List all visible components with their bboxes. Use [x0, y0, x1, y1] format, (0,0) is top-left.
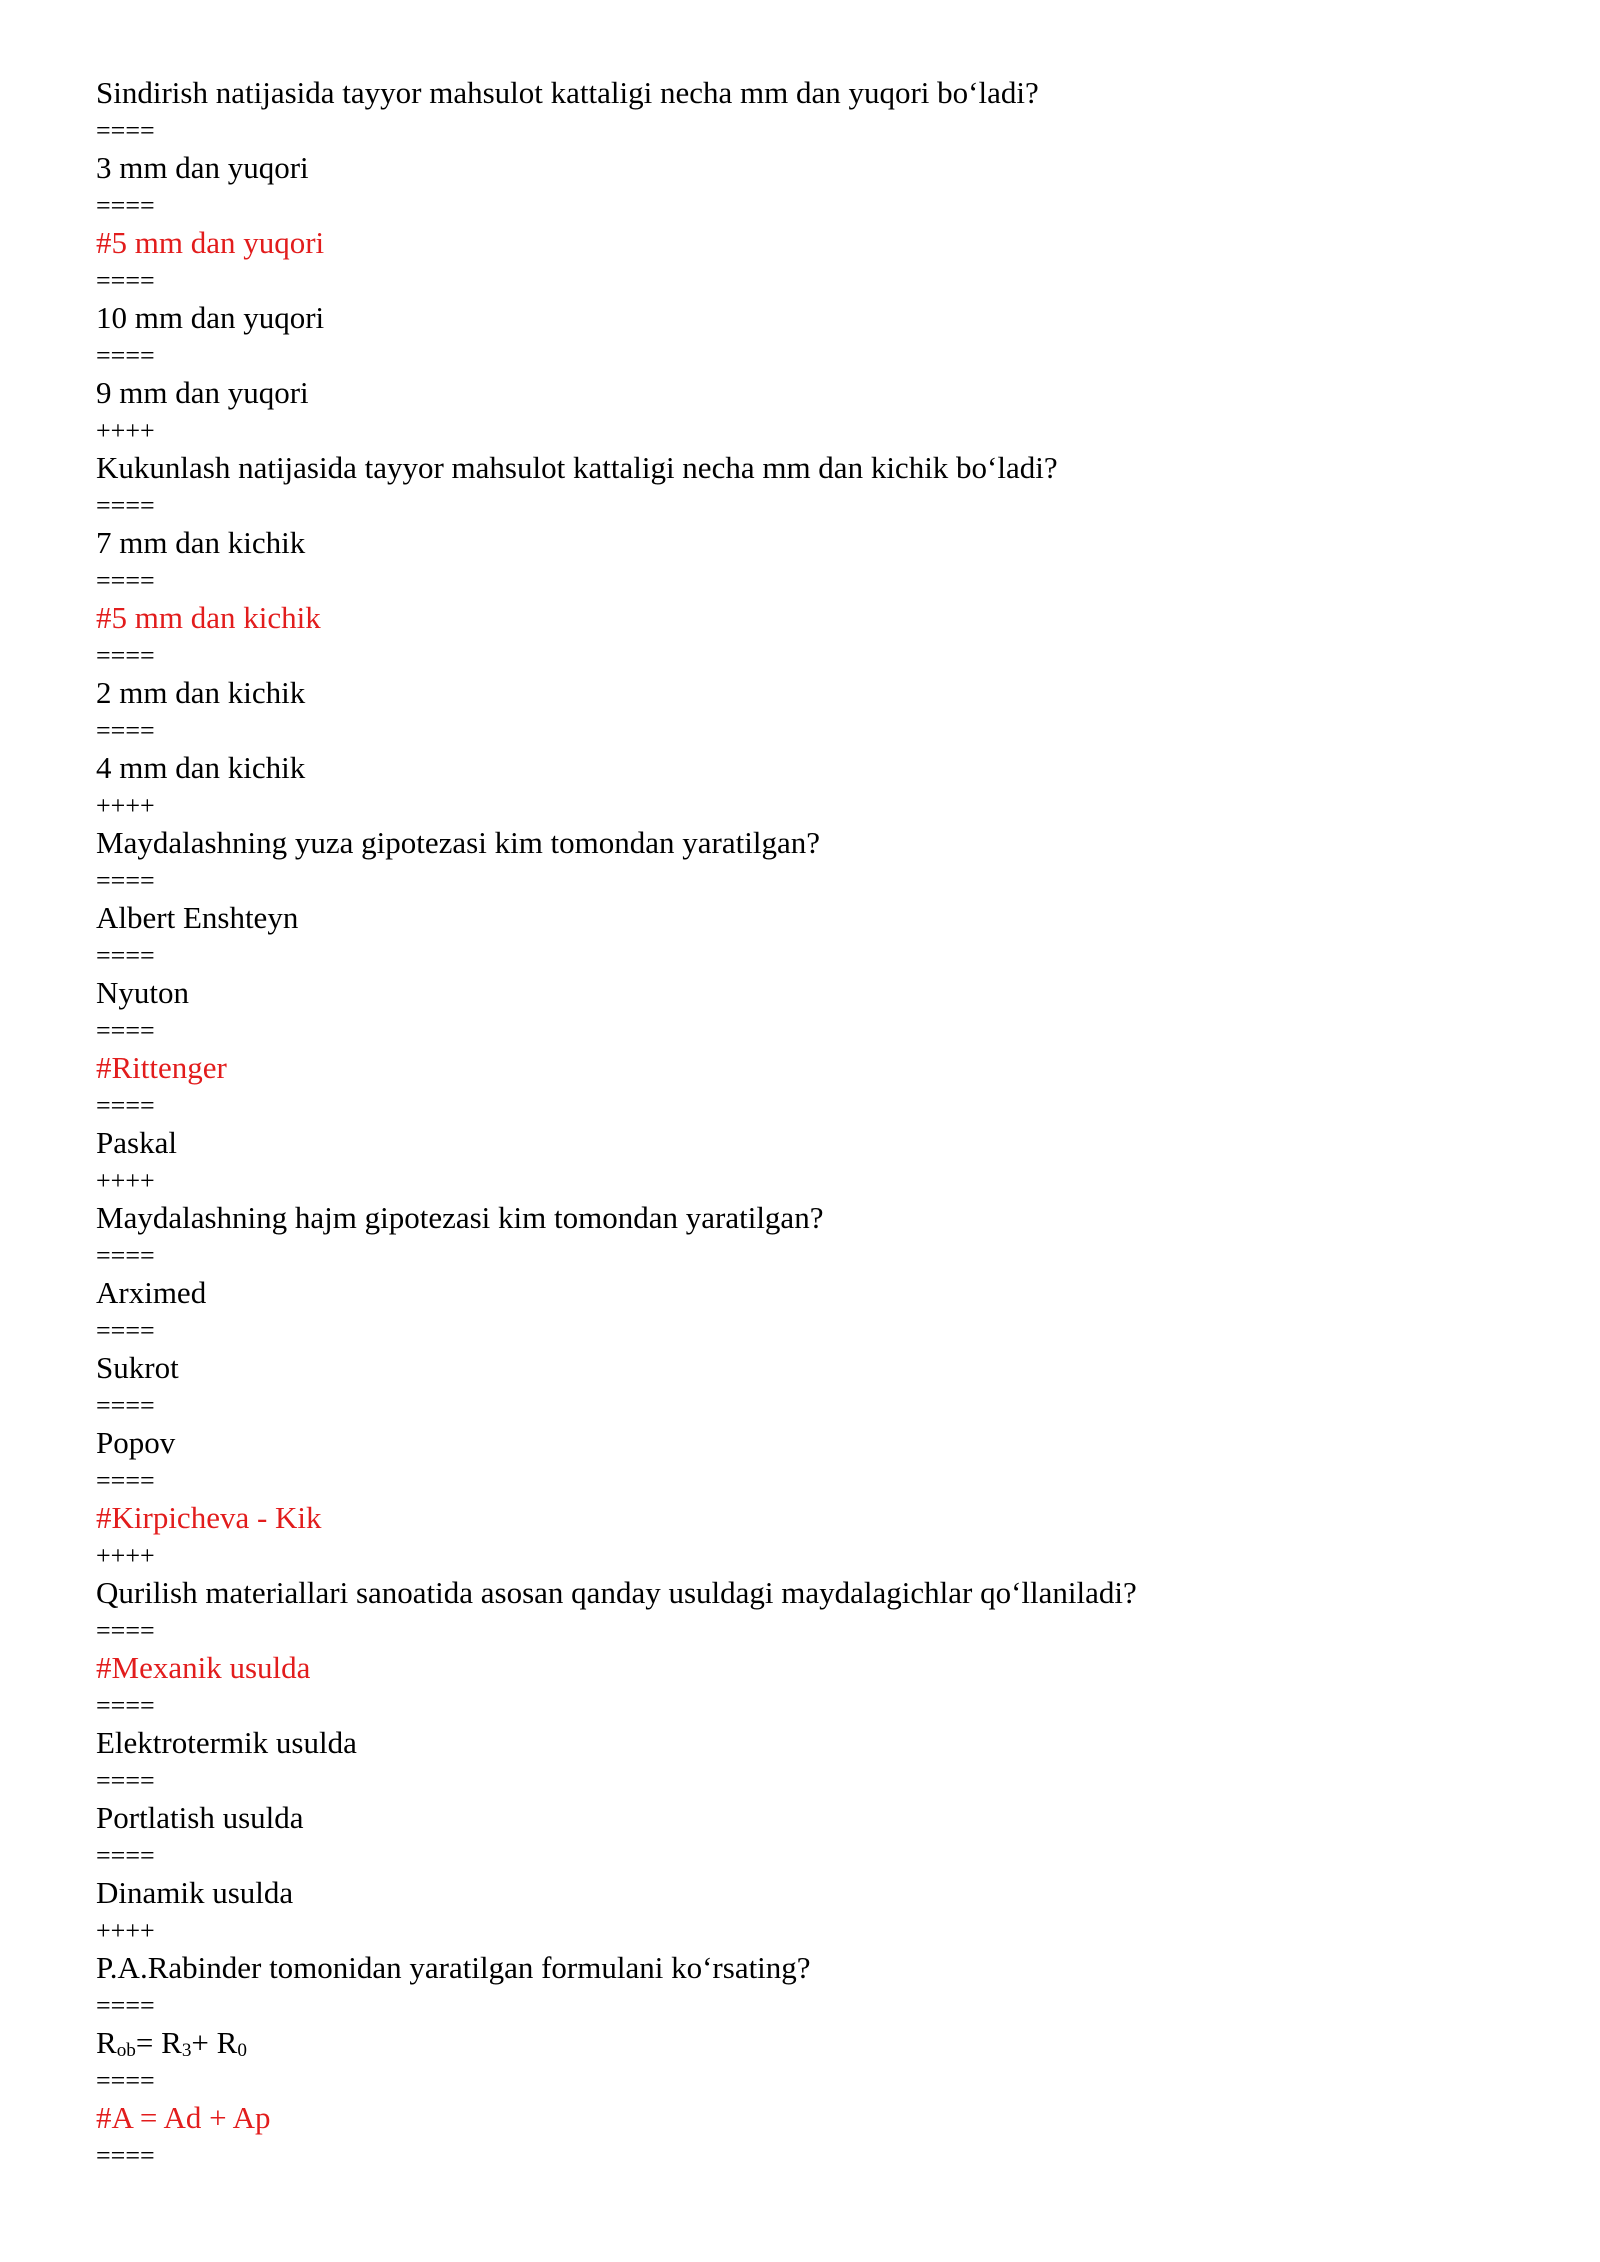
answer-option: Arximed [96, 1275, 207, 1310]
option-separator: ==== [96, 715, 155, 745]
question-text: Maydalashning hajm gipotezasi kim tomondan yaratilgan? [96, 1200, 824, 1235]
correct-answer-option: #Mexanik usulda [96, 1650, 311, 1685]
option-separator: ==== [96, 1615, 155, 1645]
formula-option [96, 2024, 1516, 2062]
answer-option: Sukrot [96, 1350, 179, 1385]
option-separator: ==== [96, 1690, 155, 1720]
option-separator: ==== [96, 640, 155, 670]
question-text: Maydalashning yuza gipotezasi kim tomondan yaratilgan? [96, 825, 820, 860]
answer-option: 3 mm dan yuqori [96, 150, 309, 185]
question-separator: ++++ [96, 1915, 155, 1945]
formula-text: = R [135, 2025, 182, 2060]
option-separator: ==== [96, 265, 155, 295]
option-separator: ==== [96, 1765, 155, 1795]
answer-option: 10 mm dan yuqori [96, 300, 325, 335]
answer-option: Portlatish usulda [96, 1800, 304, 1835]
option-separator: ==== [96, 565, 155, 595]
question-separator: ++++ [96, 415, 155, 445]
option-separator: ==== [96, 1015, 155, 1045]
question-text: Kukunlash natijasida tayyor mahsulot kattaligi necha mm dan kichik boʻladi? [96, 450, 1058, 485]
answer-option: 7 mm dan kichik [96, 525, 306, 560]
formula-subscript: ob [116, 2040, 136, 2062]
answer-option: Dinamik usulda [96, 1875, 294, 1910]
answer-option: Paskal [96, 1125, 177, 1160]
option-separator: ==== [96, 190, 155, 220]
option-separator: ==== [96, 1315, 155, 1345]
answer-option: Nyuton [96, 975, 189, 1010]
formula-text: R [96, 2025, 117, 2060]
question-text: P.A.Rabinder tomonidan yaratilgan formulani koʻrsating? [96, 1950, 811, 1985]
option-separator: ==== [96, 1465, 155, 1495]
question-separator: ++++ [96, 790, 155, 820]
answer-option: Popov [96, 1425, 176, 1460]
answer-option: 4 mm dan kichik [96, 750, 306, 785]
correct-answer-option: #5 mm dan yuqori [96, 225, 325, 260]
answer-option: Elektrotermik usulda [96, 1725, 357, 1760]
answer-option: 2 mm dan kichik [96, 675, 306, 710]
question-text: Qurilish materiallari sanoatida asosan qanday usuldagi maydalagichlar qoʻllaniladi? [96, 1575, 1137, 1610]
answer-option: 9 mm dan yuqori [96, 375, 309, 410]
option-separator: ==== [96, 2065, 155, 2095]
option-separator: ==== [96, 2140, 155, 2170]
correct-answer-option: #A = Ad + Ap [96, 2100, 271, 2135]
formula-subscript: 3 [181, 2040, 192, 2062]
option-separator: ==== [96, 1390, 155, 1420]
correct-answer-option: #Rittenger [96, 1050, 227, 1085]
question-text: Sindirish natijasida tayyor mahsulot kattaligi necha mm dan yuqori boʻladi? [96, 75, 1039, 110]
question-separator: ++++ [96, 1540, 155, 1570]
formula-text: + R [191, 2025, 238, 2060]
option-separator: ==== [96, 1240, 155, 1270]
option-separator: ==== [96, 1840, 155, 1870]
formula-subscript: 0 [237, 2040, 247, 2062]
option-separator: ==== [96, 490, 155, 520]
option-separator: ==== [96, 940, 155, 970]
correct-answer-option: #Kirpicheva - Kik [96, 1500, 322, 1535]
option-separator: ==== [96, 1090, 155, 1120]
option-separator: ==== [96, 1990, 155, 2020]
answer-option: Albert Enshteyn [96, 900, 299, 935]
option-separator: ==== [96, 115, 155, 145]
option-separator: ==== [96, 865, 155, 895]
document-page [96, 74, 1516, 2174]
option-separator: ==== [96, 340, 155, 370]
question-separator: ++++ [96, 1165, 155, 1195]
correct-answer-option: #5 mm dan kichik [96, 600, 321, 635]
